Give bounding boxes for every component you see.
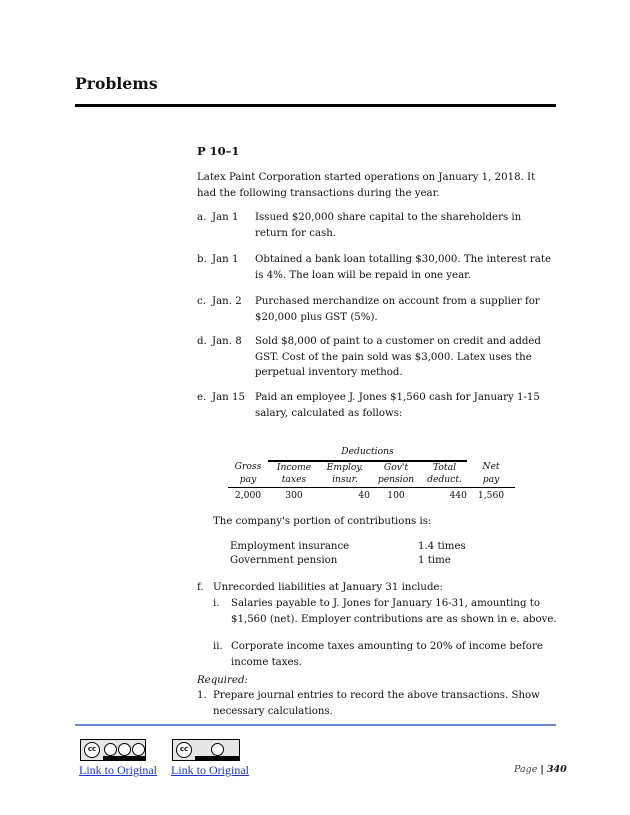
item-text: Unrecorded liabilities at January 31 include: [213, 582, 443, 593]
link-to-original-2[interactable]: Link to Original [171, 763, 249, 777]
item-text: Paid an employee J. Jones $1,560 cash for January 1-15 salary, calculated as follows: [255, 392, 540, 419]
value-total: 440 [449, 489, 467, 501]
required-item [197, 688, 562, 719]
intro-paragraph: Latex Paint Corporation started operations on January 1, 2018. It had the following transactions during the year. [197, 172, 536, 199]
transaction-item [197, 252, 562, 283]
problem-id: P 10–1 [197, 144, 240, 158]
sub-item-numeral: i. [213, 598, 220, 609]
item-date: Jan 1 [212, 212, 239, 223]
item-letter: a. [197, 212, 207, 223]
value-net: 1,560 [477, 489, 505, 501]
transaction-item-f [197, 580, 562, 596]
title-rule [75, 104, 556, 107]
header-net-line2: pay [467, 474, 515, 487]
sub-item-text: Salaries payable to J. Jones for January 16-31, amounting to $1,560 (net). Employer contributions are as shown in e. above. [231, 598, 557, 625]
contrib-label: Government pension [230, 555, 338, 566]
cc-icon: cc [84, 742, 100, 758]
header-income: Income [276, 461, 312, 473]
badge-bar [195, 756, 239, 760]
header-employ: Employ. [326, 461, 364, 473]
header-employ-line2: insur. [320, 474, 370, 487]
transaction-item [197, 210, 562, 241]
header-total: Total [432, 461, 457, 473]
sub-item-text: Corporate income taxes amounting to 20% of income before income taxes. [231, 641, 543, 668]
header-gross-line2: pay [228, 474, 268, 487]
header-net: Net [482, 461, 500, 472]
transaction-item [197, 294, 562, 325]
required-item-text: Prepare journal entries to record the above transactions. Show necessary calculations. [213, 690, 540, 717]
section-title: Problems [75, 74, 158, 93]
badge-bar [103, 756, 145, 760]
contrib-label: Employment insurance [230, 541, 350, 552]
contrib-value: 1 time [418, 555, 451, 566]
transaction-item [197, 390, 562, 421]
item-date: Jan 1 [212, 254, 239, 265]
payroll-table [228, 446, 515, 502]
item-letter: e. [197, 392, 207, 403]
value-income: 300 [285, 489, 303, 501]
item-date: Jan 15 [212, 392, 245, 403]
contributions-table [230, 540, 466, 568]
by-icon [211, 743, 224, 756]
item-text: Purchased merchandize on account from a supplier for $20,000 plus GST (5%). [255, 296, 540, 323]
value-gross: 2,000 [234, 489, 262, 501]
value-employ: 40 [358, 489, 370, 501]
nc-icon [118, 743, 131, 756]
sub-item-numeral: ii. [213, 641, 223, 652]
item-date: Jan. 8 [212, 336, 242, 347]
required-label: Required: [197, 675, 248, 686]
value-pension: 100 [387, 489, 405, 501]
item-text: Sold $8,000 of paint to a customer on credit and added GST. Cost of the pain sold was $3,000. Latex uses the perpetual inventory method. [255, 336, 541, 378]
sub-item [213, 596, 558, 627]
item-text: Issued $20,000 share capital to the shareholders in return for cash. [255, 212, 522, 239]
link-to-original-1[interactable]: Link to Original [79, 763, 157, 777]
sub-item [213, 639, 558, 670]
item-date: Jan. 2 [212, 296, 242, 307]
item-letter: f. [197, 582, 204, 593]
page-label: Page [514, 764, 538, 775]
header-pension: Gov't [383, 461, 409, 473]
sa-icon [132, 743, 145, 756]
cc-icon: cc [176, 742, 192, 758]
item-text: Obtained a bank loan totalling $30,000. The interest rate is 4%. The loan will be repaid in one year. [255, 254, 551, 281]
cc-by-nc-sa-license-icon[interactable] [80, 739, 146, 761]
page-number [514, 764, 567, 775]
footer-rule [75, 724, 556, 726]
by-icon [104, 743, 117, 756]
item-letter: d. [197, 336, 207, 347]
contrib-value: 1.4 times [418, 541, 466, 552]
cc-by-license-icon[interactable] [172, 739, 240, 761]
header-pension-line2: pension [370, 474, 422, 487]
transaction-item [197, 334, 562, 381]
header-total-line2: deduct. [422, 474, 467, 487]
header-gross: Gross [234, 461, 262, 472]
item-letter: b. [197, 254, 207, 265]
page-number-value: 340 [546, 764, 567, 775]
page-separator: | [540, 764, 544, 775]
required-item-number: 1. [197, 690, 207, 701]
deductions-header: Deductions [268, 446, 467, 461]
contrib-intro: The company's portion of contributions is: [213, 516, 432, 527]
header-income-line2: taxes [268, 474, 320, 487]
item-letter: c. [197, 296, 206, 307]
